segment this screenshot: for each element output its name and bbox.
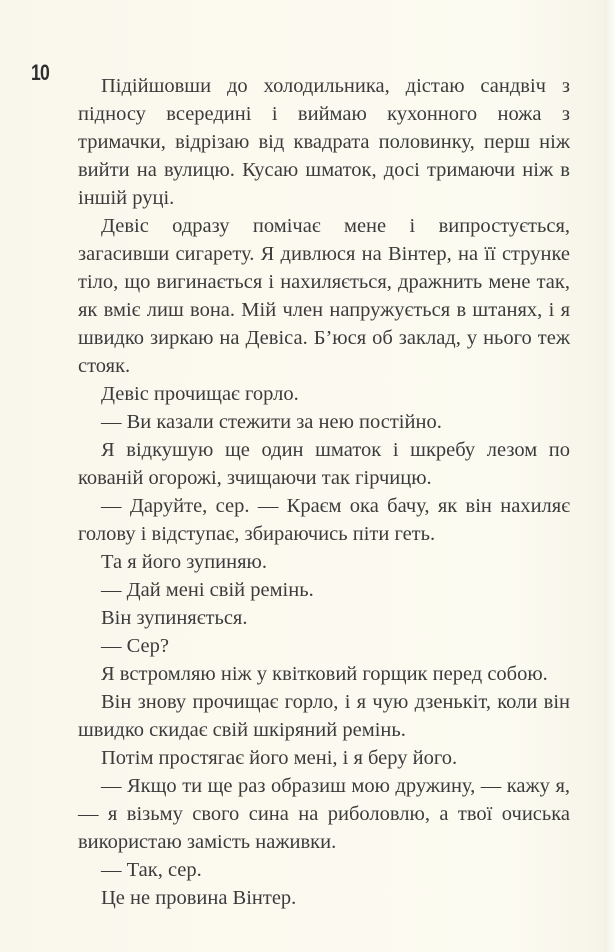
paragraph: Він знову прочищає горло, і я чую дзенькіт, коли він швидко скидає свій шкіряний ремінь. [78,691,570,741]
dialogue-line: — Даруйте, сер. — Краєм ока бачу, як він нахиляє голову і відступає, збираючись піти геть. [78,495,570,545]
paragraph: Я встромляю ніж у квітковий горщик перед собою. [101,663,548,685]
paragraph: Він зупиняється. [101,607,248,629]
paragraph: Я відкушую ще один шматок і шкребу лезом по кованій огорожі, зчищаючи так гірчицю. [78,439,570,489]
page-edge [604,0,615,952]
dialogue-line: — Дай мені свій ремінь. [101,579,314,601]
paragraph: Потім простягає його мені, і я беру його. [101,747,458,769]
paragraph: Це не провина Вінтер. [101,887,297,909]
dialogue-line: — Сер? [101,635,169,657]
page-number: 10 [31,60,49,85]
dialogue-line: — Якщо ти ще раз образиш мою дружину, — кажу я, — я візьму свого сина на риболовлю, а твої очиська використаю замість наживки. [78,775,570,853]
dialogue-line: — Так, сер. [101,859,202,881]
paragraph: Девіс прочищає горло. [101,383,299,405]
paragraph: Підійшовши до холодильника, дістаю сандвіч з підносу всередині і виймаю кухонного ножа з тримачки, відрізаю від квадрата половинку, перш ніж вийти на вулицю. Кусаю шматок, досі тримаючи ніж в іншій руці. [78,75,570,209]
dialogue-line: — Ви казали стежити за нею постійно. [101,411,442,433]
paragraph: Девіс одразу помічає мене і випростується, загасивши сигарету. Я дивлюся на Вінтер, на її струнке тіло, що вигинається і нахиляється, дражнить мене так, як вміє лиш вона. Мій член напружується в штанях, і я швидко зиркаю на Девіса. Б’юся об заклад, у нього теж стояк. [78,215,570,377]
body-text [78,72,570,912]
paragraph: Та я його зупиняю. [101,551,267,573]
